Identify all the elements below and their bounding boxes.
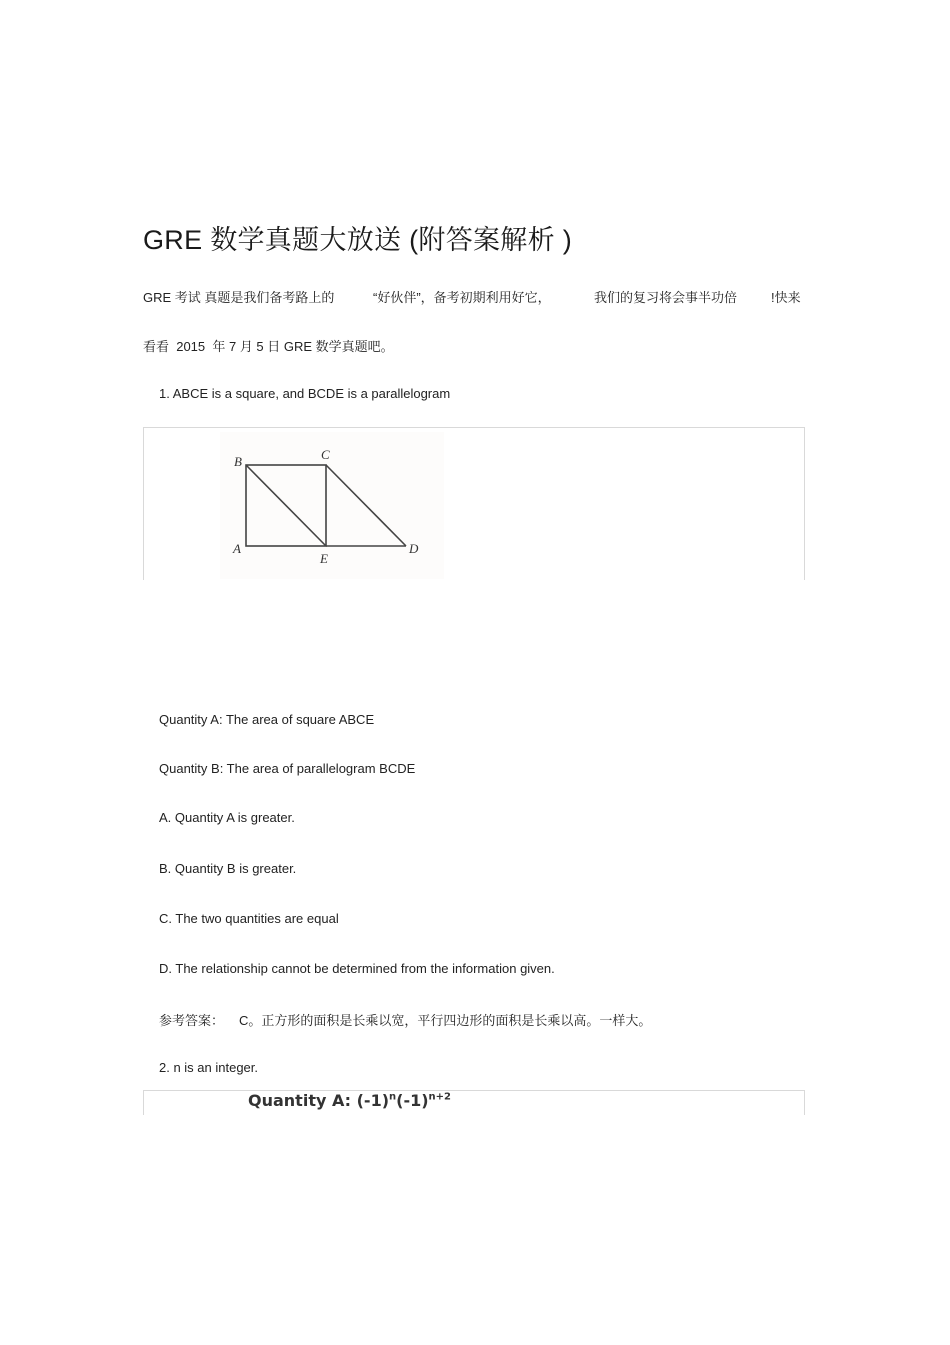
page-title: GRE 数学真题大放送 (附答案解析 ) (143, 225, 572, 255)
diagonal-be (246, 465, 326, 546)
intro-line-1-part-3: 我们的复习将会事半功倍 (594, 290, 738, 305)
question-1-answer-label: 参考答案： (159, 1013, 225, 1028)
question-1-choice-a: A. Quantity A is greater. (159, 810, 295, 825)
side-cd (326, 465, 406, 546)
exponent-n-plus-2: n+2 (428, 1091, 452, 1103)
question-2-quantity-a-image (248, 1091, 451, 1110)
question-1-choice-b: B. Quantity B is greater. (159, 861, 297, 876)
vertex-label-b: B (234, 454, 242, 469)
question-1-figure (220, 432, 444, 579)
question-1-answer-text: C。正方形的面积是长乘以宽，平行四边形的面积是长乘以高。一样大。 (239, 1013, 652, 1028)
intro-line-1-part-4: !快来 (771, 290, 801, 305)
question-1-choice-c: C. The two quantities are equal (159, 911, 339, 926)
question-1-quantity-a: Quantity A: The area of square ABCE (159, 712, 375, 727)
vertex-label-e: E (320, 551, 328, 566)
question-1-prompt: 1. ABCE is a square, and BCDE is a parallelogram (159, 386, 451, 401)
intro-line-1-part-2: “好伙伴”，备考初期利用好它， (373, 290, 551, 305)
intro-line-1-part-1: GRE 考试 真题是我们备考路上的 (143, 290, 335, 305)
question-1-quantity-b: Quantity B: The area of parallelogram BCDE (159, 761, 416, 776)
vertex-label-c: C (321, 447, 330, 462)
square-parallelogram-diagram (220, 432, 444, 579)
intro-line-2: 看看 2015 年 7 月 5 日 GRE 数学真题吧。 (143, 339, 394, 354)
question-2-figure-frame (143, 1090, 805, 1115)
question-1-choice-d: D. The relationship cannot be determined from the information given. (159, 961, 555, 976)
exponent-n: n (389, 1091, 397, 1103)
question-2-prompt: 2. n is an integer. (159, 1060, 259, 1075)
quantity-a-lead: Quantity A: (-1) (248, 1091, 390, 1110)
quantity-a-mid: (-1) (396, 1091, 429, 1110)
question-1-figure-frame (143, 427, 805, 580)
vertex-label-a: A (233, 541, 241, 556)
vertex-label-d: D (409, 541, 419, 556)
